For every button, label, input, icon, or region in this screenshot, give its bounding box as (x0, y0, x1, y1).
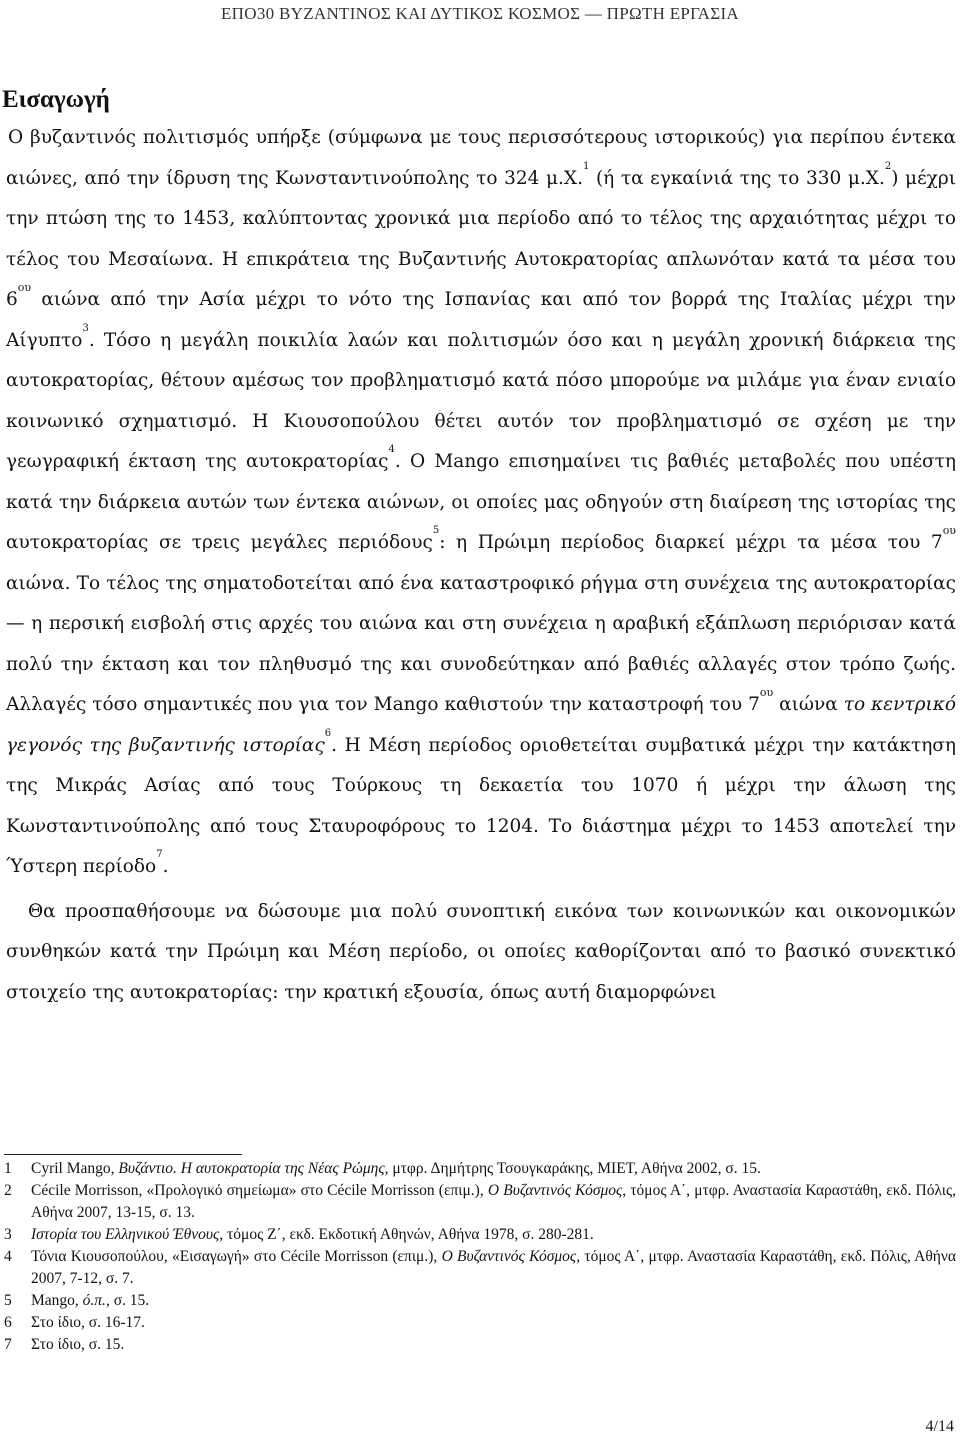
section-title: Εισαγωγή (2, 86, 110, 113)
footnote (4, 1180, 956, 1224)
main-text (6, 118, 956, 1013)
footnote-italic: Ο Βυζαντινός Κόσμος (441, 1248, 577, 1265)
footnote-italic: ό.π. (82, 1292, 106, 1309)
footnote-text (31, 1290, 956, 1312)
running-header: ΕΠΟ30 ΒΥΖΑΝΤΙΝΟΣ ΚΑΙ ΔΥΤΙΚΟΣ ΚΟΣΜΟΣ — ΠΡΩΤΗ ΕΡΓΑΣΙΑ (220, 4, 739, 23)
ordinal-suffix: ου (759, 686, 774, 699)
footnote-run: , σ. 15. (105, 1292, 150, 1309)
text-run: . (162, 856, 169, 877)
footnote (4, 1290, 956, 1312)
footnote (4, 1312, 956, 1334)
text-run: Ο βυζαντινός πολιτισμός υπήρξε (σύμφωνα με τους περισσότερους ιστορικούς) για περίπου έντεκα αιώνες, από την ίδρυση της Κωνσταντινούπολης το 324 μ.Χ. (6, 127, 956, 189)
text-run: . Τόσο η μεγάλη ποικιλία λαών και πολιτισμών όσο και η μεγάλη χρονική διάρκεια της αυτοκρατορίας, θέτουν αμέσως τον προβληματισμό κατά πόσο μπορούμε να μιλάμε για έναν ενιαίο κοινωνικό σχηματισμό. Η Κιουσοπούλου θέτει αυτόν τον προβληματισμό σε σχέση με την γεωγραφική έκταση της αυτοκρατορίας (6, 329, 956, 472)
footnote (4, 1334, 956, 1356)
footnote-run: , μτφρ. Δημήτρης Τσουγκαράκης, ΜΙΕΤ, Αθήνα 2002, σ. 15. (384, 1160, 761, 1177)
footnote-number: 4 (4, 1248, 12, 1265)
footnote-ref-4: 4 (388, 444, 395, 455)
footnote-ref-3: 3 (82, 322, 89, 334)
footnotes (4, 1158, 956, 1356)
footnote-text (31, 1158, 956, 1180)
footnote-run: Cyril Mango, (31, 1160, 119, 1177)
footnote-italic: Ο Βυζαντινός Κόσμος (487, 1182, 623, 1199)
footnote-number: 2 (4, 1182, 12, 1199)
footnote-number: 6 (4, 1314, 12, 1331)
footnote-text (31, 1334, 956, 1356)
footnote-run: Στο ίδιο, σ. 15. (31, 1336, 125, 1353)
footnote-ref-5: 5 (432, 525, 440, 536)
footnote-run: Mango, (31, 1292, 83, 1309)
footnote (4, 1158, 956, 1180)
footnote (4, 1246, 956, 1290)
footnote-text (31, 1224, 956, 1246)
footnote-ref-2: 2 (884, 160, 892, 172)
footnote-run: , τόμος Α΄, μτφρ. Αναστασία Καραστάθη, εκδ. Πόλις, Αθήνα 2007, 13-15, σ. 13. (31, 1182, 956, 1221)
text-run: . Ο Mango επισημαίνει τις βαθιές μεταβολές που υπέστη κατά την διάρκεια αυτών των έντεκα αιώνων, οι οποίες μας οδηγούν στη διαίρεση της ιστορίας της αυτοκρατορίας σε τρεις μεγάλες περιόδους (6, 451, 957, 553)
footnote-ref-6: 6 (324, 727, 332, 739)
footnote-run: , τόμος Α΄, μτφρ. Αναστασία Καραστάθη, εκδ. Πόλις, Αθήνα 2007, 7-12, σ. 7. (31, 1248, 956, 1287)
footnote-run: Τόνια Κιουσοπούλου, «Εισαγωγή» στο Cécile Morrisson (επιμ.), (31, 1248, 442, 1265)
text-run: αιώνα (773, 694, 844, 715)
footnote-number: 3 (4, 1226, 12, 1243)
footnote-italic: Βυζάντιο. Η αυτοκρατορία της Νέας Ρώμης (118, 1160, 385, 1177)
footnote-run: Στο ίδιο, σ. 16-17. (31, 1314, 145, 1331)
italic-quote: το κεντρικό γεγονός της βυζαντινής ιστορίας (6, 694, 956, 756)
footnote-ref-1: 1 (582, 160, 590, 172)
footnote-number: 1 (4, 1160, 12, 1177)
page-number: 4/14 (925, 1418, 954, 1435)
text-run: αιώνα. Το τέλος της σηματοδοτείται από ένα καταστροφικό ρήγμα στη συνέχεια της αυτοκρατορίας — η περσική εισβολή στις αρχές του αιώνα και στη συνέχεια η αραβική εξάπλωση περιόρισαν κατά πολύ την έκταση και τον πληθυσμό της και συνοδεύτηκαν από βαθιές αλλαγές στον τρόπο ζωής. Αλλαγές τόσο σημαντικές που για τον Mango καθιστούν την καταστροφή του 7 (6, 572, 956, 715)
footnote-italic: Ιστορία του Ελληνικού Έθνους (31, 1226, 220, 1243)
paragraph-1 (6, 118, 956, 888)
footnote-separator (4, 1154, 242, 1155)
footnote (4, 1224, 956, 1246)
footnote-run: , τόμος Ζ΄, εκδ. Εκδοτική Αθηνών, Αθήνα 1978, σ. 280-281. (219, 1226, 594, 1243)
footnote-text (31, 1180, 956, 1224)
paragraph-2: Θα προσπαθήσουμε να δώσουμε μια πολύ συνοπτική εικόνα των κοινωνικών και οικονομικών συνθηκών κατά την Πρώιμη και Μέση περίοδο, οι οποίες καθορίζονται από το βασικό συνεκτικό στοιχείο της αυτοκρατορίας: την κρατική εξουσία, όπως αυτή διαμορφώνει (6, 900, 956, 1003)
ordinal-suffix: ου (17, 281, 32, 294)
footnote-number: 7 (4, 1336, 12, 1353)
text-run: : η Πρώιμη περίοδος διαρκεί μέχρι τα μέσα του 7 (439, 532, 943, 553)
text-run: . Η Μέση περίοδος οριοθετείται συμβατικά μέχρι την κατάκτηση της Μικράς Ασίας από τους Τούρκους τη δεκαετία του 1070 ή μέχρι την άλωση της Κωνσταντινούπολης από τους Σταυροφόρους το 1204. Το διάστημα μέχρι το 1453 αποτελεί την Ύστερη περίοδο (6, 734, 956, 877)
text-run: ) μέχρι την πτώση της το 1453, καλύπτοντας χρονικά μια περίοδο από το τέλος της αρχαιότητας μέχρι το τέλος του Μεσαίωνα. Η επικράτεια της Βυζαντινής Αυτοκρατορίας απλωνόταν κατά τα μέσα του 6 (6, 167, 957, 310)
footnote-number: 5 (4, 1292, 12, 1309)
footnote-text (31, 1312, 956, 1334)
footnote-text (31, 1246, 956, 1290)
text-run: αιώνα από την Ασία μέχρι το νότο της Ισπανίας και από τον βορρά της Ιταλίας μέχρι την Αίγυπτο (6, 289, 956, 351)
ordinal-suffix: ου (942, 524, 956, 537)
footnote-ref-7: 7 (156, 849, 163, 860)
footnote-run: Cécile Morrisson, «Προλογικό σημείωμα» στο Cécile Morrisson (επιμ.), (31, 1182, 488, 1199)
text-run: (ή τα εγκαίνιά της το 330 μ.Χ. (589, 167, 885, 189)
